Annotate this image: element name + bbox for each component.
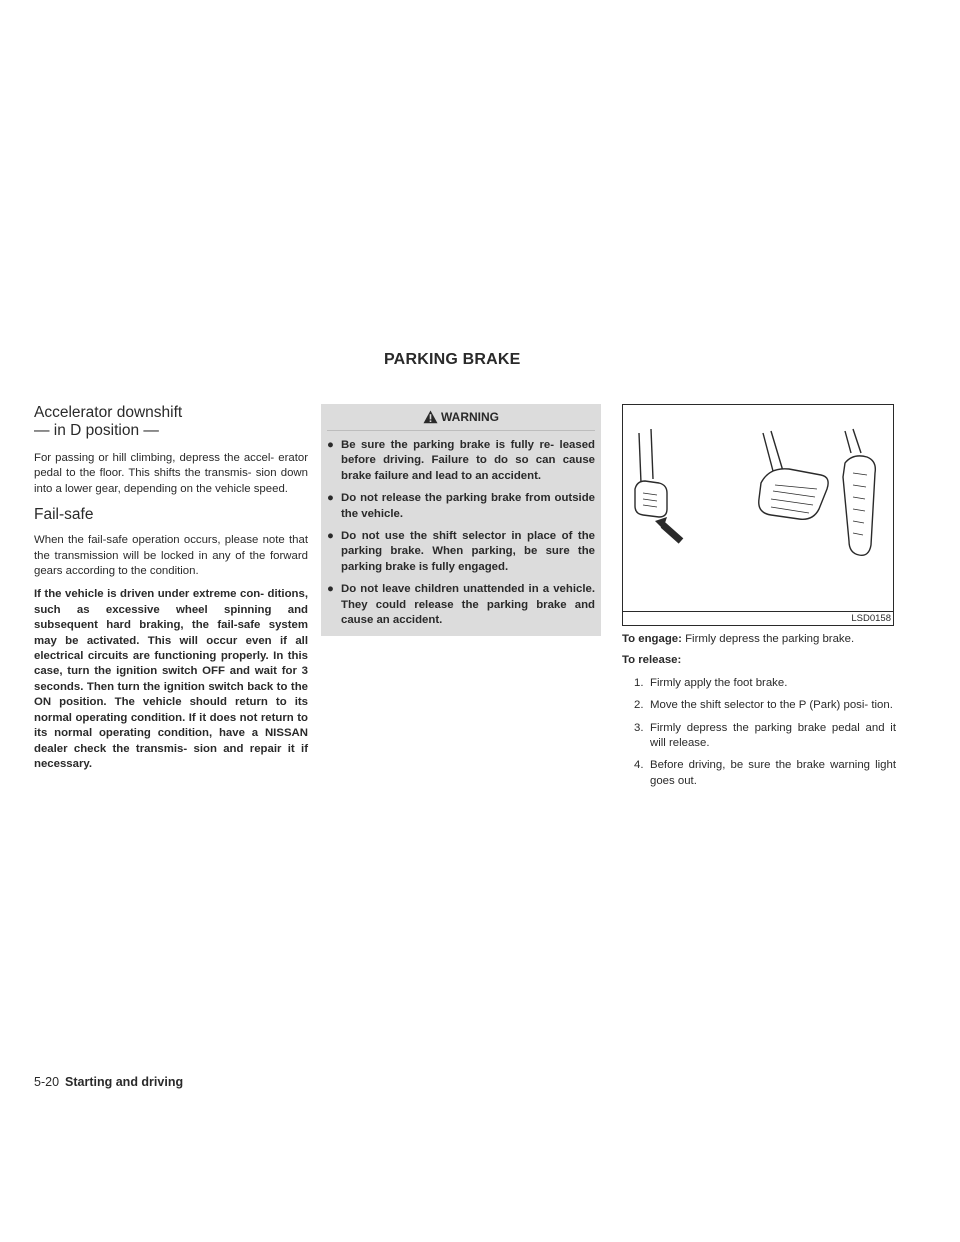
figure-label: LSD0158 <box>851 613 891 624</box>
step-number: 2. <box>634 699 644 712</box>
bullet: ● <box>327 583 334 596</box>
figure-label-rule <box>623 611 893 612</box>
heading-line-1: Accelerator downshift <box>34 404 183 421</box>
warning-header <box>327 404 595 431</box>
release-step <box>622 758 896 789</box>
footer-section: Starting and driving <box>65 1075 184 1089</box>
warning-title: WARNING <box>441 410 499 424</box>
release-label: To release: <box>622 654 682 667</box>
warning-item-text: Do not use the shift selector in place of the parking brake. When parking, be sure the parking brake is fully engaged. <box>341 530 595 573</box>
step-number: 3. <box>634 721 644 734</box>
release-step <box>622 721 896 752</box>
section-title: PARKING BRAKE <box>384 351 521 368</box>
heading-line-2: — in D position — <box>34 422 159 439</box>
page-footer <box>34 1075 183 1089</box>
page-number: 5-20 <box>34 1075 60 1089</box>
warning-item-text: Be sure the parking brake is fully re- leased before driving. Failure to do so can cause brake failure and lead to an accident. <box>341 439 595 482</box>
warning-item <box>327 529 595 575</box>
warning-item <box>327 582 595 628</box>
bullet: ● <box>327 439 334 451</box>
right-column <box>622 404 896 789</box>
release-row <box>622 653 896 668</box>
warning-item-text: Do not leave children unattended in a vehicle. They could release the parking brake and cause an accident. <box>341 583 595 627</box>
step-number: 4. <box>634 759 644 772</box>
engage-text: Firmly depress the parking brake. <box>685 633 855 645</box>
warning-item <box>327 491 595 522</box>
step-text: Before driving, be sure the brake warning light goes out. <box>650 759 896 787</box>
release-step <box>622 676 896 691</box>
step-text: Firmly depress the parking brake pedal and it will release. <box>650 721 896 750</box>
step-number: 1. <box>634 676 644 689</box>
fail-safe-bold-paragraph: If the vehicle is driven under extreme con- ditions, such as excessive wheel spinning and subsequent hard braking, the fail-safe system may be activated. This will occur even if all electrical circuits are functioning properly. In this case, turn the ignition switch OFF and wait for 3 seconds. Then turn the ignition switch back to the ON position. The vehicle should return to its normal operating condition. If it does not return to its normal operating condition, have a NISSAN dealer check the transmis- sion and repair it if necessary. <box>34 588 308 770</box>
bullet: ● <box>327 530 334 543</box>
release-step <box>622 698 896 713</box>
step-text: Move the shift selector to the P (Park) posi- tion. <box>650 699 893 712</box>
heading-fail-safe: Fail-safe <box>34 506 94 524</box>
warning-icon <box>423 410 438 424</box>
heading-accelerator-downshift <box>34 404 308 440</box>
pedals-illustration <box>623 405 893 625</box>
fail-safe-paragraph: When the fail-safe operation occurs, please note that the transmission will be locked in any of the forward gears according to the condition. <box>34 534 308 578</box>
accelerator-paragraph: For passing or hill climbing, depress the accel- erator pedal to the floor. This shifts the transmis- sion down into a lower gear, depending on the vehicle speed. <box>34 452 308 495</box>
left-column <box>34 404 308 772</box>
warning-box <box>321 404 601 636</box>
middle-column <box>321 404 601 636</box>
warning-list <box>327 438 595 628</box>
warning-item-text: Do not release the parking brake from outside the vehicle. <box>341 492 595 520</box>
parking-brake-figure <box>622 404 894 626</box>
engage-label: To engage: <box>622 633 682 645</box>
engage-row <box>622 632 896 647</box>
step-text: Firmly apply the foot brake. <box>650 676 788 689</box>
warning-item <box>327 438 595 484</box>
release-steps <box>622 676 896 789</box>
bullet: ● <box>327 492 334 505</box>
